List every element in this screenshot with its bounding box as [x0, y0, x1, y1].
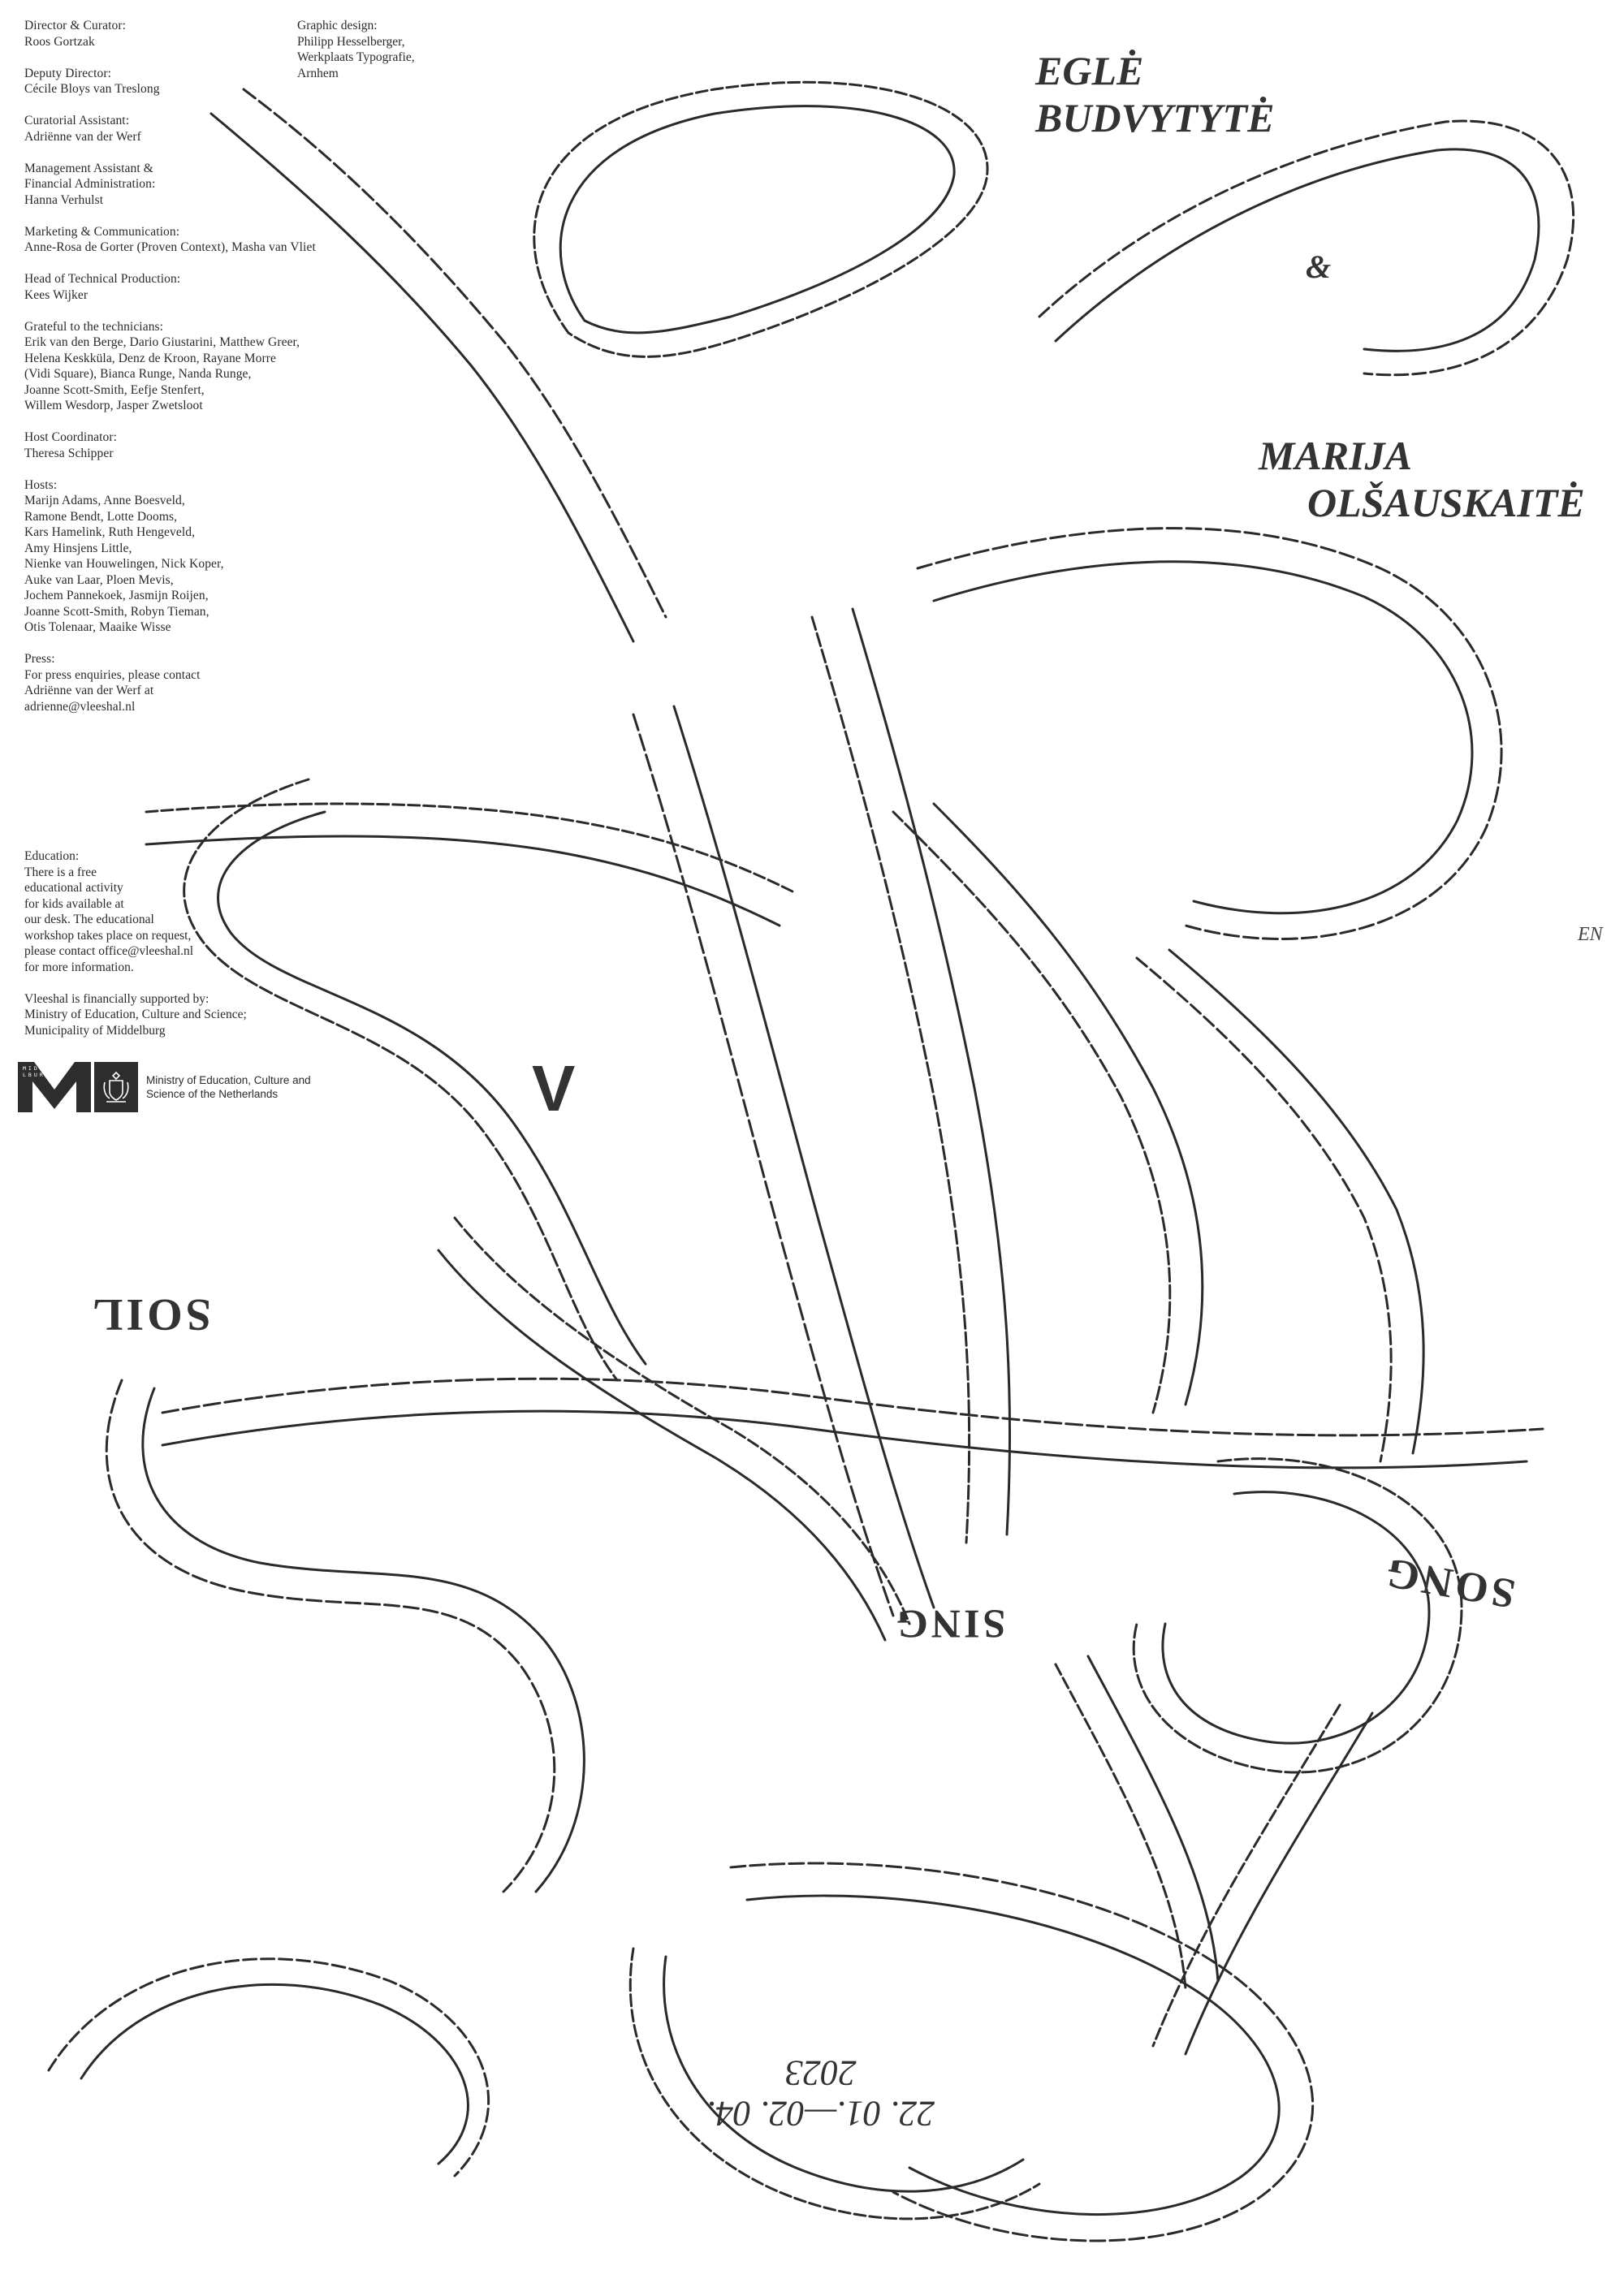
ampersand: &	[1306, 248, 1332, 285]
date-year: 2023	[784, 2053, 857, 2093]
credit-value: Kees Wijker	[24, 287, 89, 302]
credit-value: Adriënne van der Werf	[24, 129, 141, 144]
credit-value: Theresa Schipper	[24, 446, 114, 460]
credit-technical-production	[24, 271, 349, 303]
credit-label: Marketing & Communication:	[24, 224, 180, 239]
credit-label: Curatorial Assistant:	[24, 114, 130, 127]
credit-label: Management Assistant & Financial Administration:	[24, 161, 156, 191]
credit-value: Hanna Verhulst	[24, 192, 104, 207]
word-soil: SOIL	[89, 1289, 211, 1340]
credit-label: Host Coordinator:	[24, 430, 118, 444]
credits-column	[24, 18, 349, 731]
support-note: Vleeshal is financially supported by: Ministry of Education, Culture and Science; Municipality of Middelburg	[24, 991, 247, 1038]
credit-label: Director & Curator:	[24, 19, 126, 32]
credit-hosts	[24, 477, 349, 636]
notes-column	[24, 848, 349, 1055]
exhibition-dates	[706, 2052, 935, 2134]
credit-host-coordinator	[24, 429, 349, 461]
graphic-design-credit	[297, 18, 484, 81]
design-value: Philipp Hesselberger, Werkplaats Typografie, Arnhem	[297, 34, 415, 80]
credit-technicians	[24, 319, 349, 414]
credit-marketing	[24, 224, 349, 256]
artist-name-marija	[1259, 432, 1585, 526]
credit-press	[24, 651, 349, 714]
middelburg-logo-text: MIDDELBURG	[23, 1065, 51, 1078]
artist1-first-name: EGLĖ	[1035, 48, 1144, 93]
credit-value: For press enquiries, please contact Adriënne van der Werf at adrienne@vleeshal.nl	[24, 667, 201, 714]
credit-label: Grateful to the technicians:	[24, 319, 164, 334]
artist1-last-name: BUDVYTYTĖ	[1035, 95, 1275, 140]
ministry-logo	[94, 1062, 138, 1112]
credit-management-assistant	[24, 161, 349, 209]
credit-value: Erik van den Berge, Dario Giustarini, Matthew Greer, Helena Keskküla, Denz de Kroon, Rayane Morre (Vidi Square), Bianca Runge, Nanda Runge, Joanne Scott-Smith, Eefje Stenfert, Willem Wesdorp, Jasper Zwetsloot	[24, 335, 300, 412]
artist2-last-name: OLŠAUSKAITĖ	[1307, 480, 1585, 525]
credit-label: Hosts:	[24, 477, 58, 492]
coat-of-arms-icon	[100, 1069, 132, 1105]
education-note: Education: There is a free educational activity for kids available at our desk. The educational workshop takes place on request, please contact office@vleeshal.nl for more information.	[24, 849, 194, 974]
date-range: 22. 01.—02. 04.	[706, 2094, 935, 2134]
credit-value: Cécile Bloys van Treslong	[24, 82, 160, 96]
vleeshal-v-logo: V	[532, 1052, 576, 1124]
language-label: EN	[1578, 924, 1603, 945]
credit-label: Head of Technical Production:	[24, 272, 181, 286]
sponsor-logos	[18, 1062, 365, 1112]
artist2-first-name: MARIJA	[1259, 433, 1412, 478]
credit-value: Marijn Adams, Anne Boesveld, Ramone Bendt, Lotte Dooms, Kars Hamelink, Ruth Hengeveld, Amy Hinsjens Little, Nienke van Houwelingen, Nick Koper, Auke van Laar, Ploen Mevis, Jochem Pannekoek, Jasmijn Roijen, Joanne Scott-Smith, Robyn Tieman, Otis Tolenaar, Maaike Wisse	[24, 494, 224, 634]
credit-label: Press:	[24, 652, 55, 666]
middelburg-logo	[18, 1062, 91, 1112]
credit-label: Deputy Director:	[24, 66, 112, 80]
credit-curatorial-assistant	[24, 113, 349, 145]
artist-name-egle	[1035, 47, 1274, 141]
credit-value: Roos Gortzak	[24, 34, 95, 49]
word-sing: SING	[893, 1602, 1006, 1647]
word-song: SONG	[1380, 1548, 1519, 1617]
design-label: Graphic design:	[297, 19, 378, 32]
ministry-logo-text: Ministry of Education, Culture and Science of the Netherlands	[146, 1074, 311, 1100]
credit-value: Anne-Rosa de Gorter (Proven Context), Masha van Vliet	[24, 240, 316, 254]
